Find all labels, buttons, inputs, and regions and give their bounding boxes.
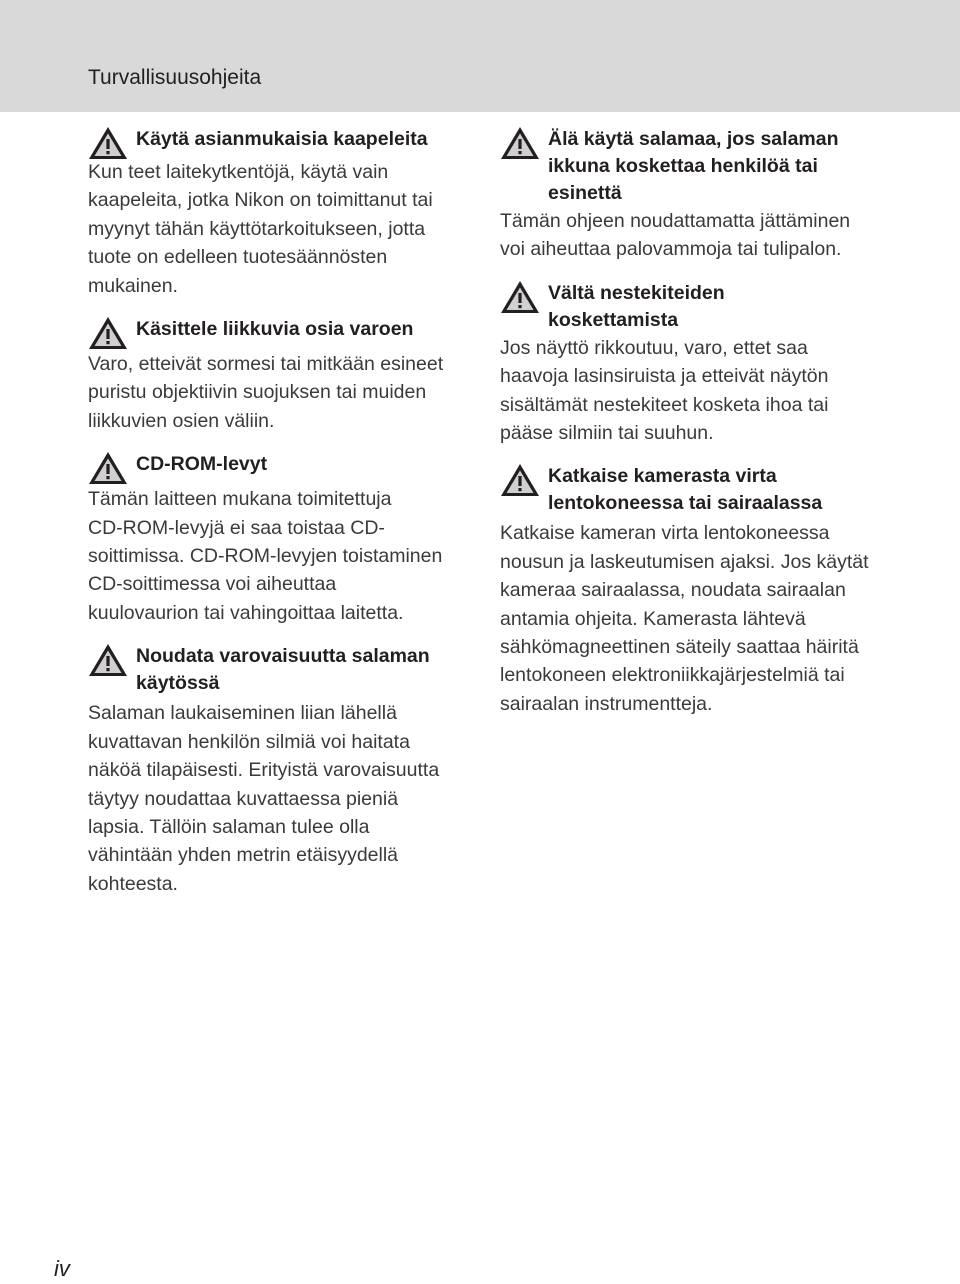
section-body: Jos näyttö rikkoutuu, varo, ettet saa haavoja lasinsiruista ja etteivät näytön sisältämät nestekiteet kosketa ihoa tai pääse silmiin tai suuhun. <box>500 336 829 445</box>
warning-triangle-icon <box>500 280 540 314</box>
section-title: Vältä nestekiteiden koskettamista <box>548 281 725 331</box>
section-title: Käytä asianmukaisia kaapeleita <box>136 128 428 150</box>
warning-triangle-icon <box>88 643 128 677</box>
warning-triangle-icon <box>88 126 128 160</box>
warning-triangle-icon <box>88 451 128 485</box>
section-cables <box>88 126 468 300</box>
section-body: Katkaise kameran virta lentokoneessa nousun ja laskeutumisen ajaksi. Jos käytät kameraa sairaalassa, noudata sairaalan antamia ohjeita. Kamerasta lähtevä sähkömagneettinen säteily saattaa häiritä lentokoneen elektroniikkajärjestelmiä tai sairaalan instrumentteja. <box>500 522 869 715</box>
section-flash-caution <box>88 643 468 898</box>
warning-triangle-icon <box>500 126 540 160</box>
section-flash-window <box>500 126 880 264</box>
section-title: Käsittele liikkuvia osia varoen <box>136 318 414 341</box>
section-body: Varo, etteivät sormesi tai mitkään esineet puristu objektiivin suojuksen tai muiden liikkuvien osien väliin. <box>88 353 444 432</box>
page-header-title: Turvallisuusohjeita <box>88 66 262 89</box>
page-number: iv <box>54 1256 70 1281</box>
section-title: CD-ROM-levyt <box>136 453 268 476</box>
section-body: Tämän ohjeen noudattamatta jättäminen voi aiheuttaa palovammoja tai tulipalon. <box>500 210 851 261</box>
section-cd-rom <box>88 451 468 627</box>
left-column <box>88 126 468 912</box>
warning-triangle-icon <box>88 316 128 350</box>
section-body: Salaman laukaiseminen liian lähellä kuvattavan henkilön silmiä voi haitata näköä tilapäisesti. Erityistä varovaisuutta täytyy noudattaa kuvattaessa pieniä lapsia. Tällöin salaman tulee olla vähintään yhden metrin etäisyydellä kohteesta. <box>88 702 440 895</box>
right-column <box>500 126 880 732</box>
section-title: Katkaise kamerasta virta lentokoneessa tai sairaalassa <box>548 465 823 515</box>
section-title: Älä käytä salamaa, jos salaman ikkuna koskettaa henkilöä tai esinettä <box>548 128 839 204</box>
section-liquid-crystal <box>500 280 880 448</box>
section-body: Tämän laitteen mukana toimitettuja CD-ROM-levyjä ei saa toistaa CD- soittimissa. CD-ROM-levyjen toistaminen CD-soittimessa voi aiheuttaa kuulovaurion tai vahingoittaa laitetta. <box>88 488 443 624</box>
page-header-band <box>0 0 960 112</box>
section-power-off <box>500 463 880 718</box>
warning-triangle-icon <box>500 463 540 497</box>
section-body: Kun teet laitekytkentöjä, käytä vain kaapeleita, jotka Nikon on toimittanut tai myynyt tähän käyttötarkoitukseen, jotta tuote on edelleen tuotesäännösten mukainen. <box>88 161 433 297</box>
section-title: Noudata varovaisuutta salaman käytössä <box>136 645 430 695</box>
section-moving-parts <box>88 316 468 435</box>
